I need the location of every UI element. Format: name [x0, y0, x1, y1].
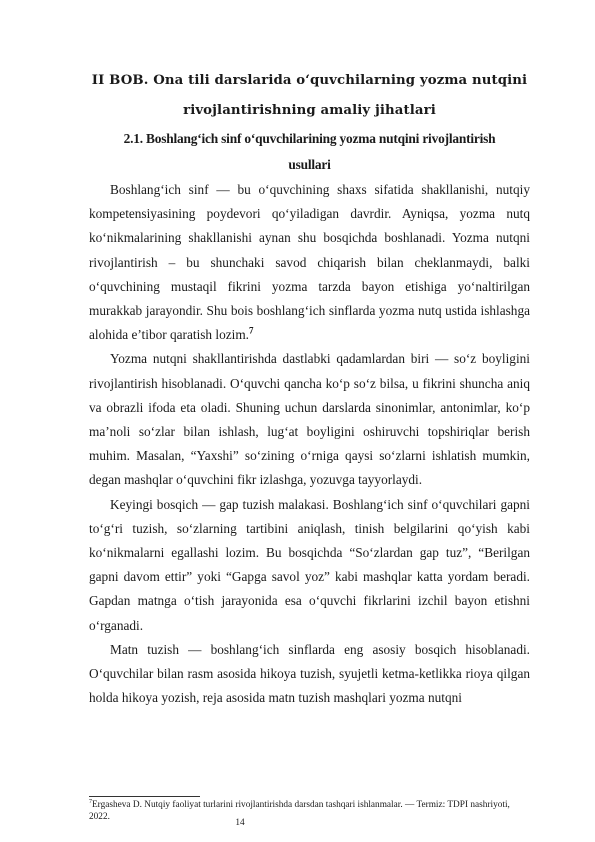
footnote-divider — [89, 796, 200, 797]
paragraph-4: Matn tuzish — boshlang‘ich sinflarda eng asosiy bosqich hisoblanadi. O‘quvchilar bilan rasm asosida hikoya tuzish, syujetli ketma-ketlikka rioya qilgan holda hikoya yozish, reja asosida matn tuzish mashqlari yozma nutqni — [89, 641, 530, 706]
paragraph-3: Keyingi bosqich — gap tuzish malakasi. Boshlang‘ich sinf o‘quvchilari gapni to‘g‘ri tuzish, so‘zlarning tartibini aniqlash, tinish belgilarini qo‘yish kabi ko‘nikmalarni egallashi lozim. Bu bosqichda “So‘zlardan gap tuz”, “Berilgan gapni davom ettir” yoki “Gapga savol yoz” kabi mashqlar katta yordam beradi. Gapdan matnga o‘tish jarayonida esa o‘quvchi fikrlarini izchil bayon etishni o‘rganadi. — [89, 496, 530, 633]
footnote-marker: 7 — [89, 798, 92, 805]
page-number: 14 — [235, 818, 245, 828]
paragraph-1-text: Boshlang‘ich sinf — bu o‘quvchining shaxs sifatida shakllanishi, nutqiy kompetensiyasining poydevori qo‘yiladigan davrdir. Ayniqsa, yozma nutq ko‘nikmalarining shakllanishi aynan shu bosqichda boshlanadi. Yozma nutqni rivojlantirish – bu shunchaki savod chiqarish bilan cheklanmaydi, balki o‘quvchining mustaqil fikrini yozma tarzda bayon etishiga yo‘naltirilgan murakkab jarayondir. Shu bois boshlang‘ich sinflarda yozma nutq ustida ishlashga alohida e’tibor qaratish lozim. — [89, 182, 530, 343]
chapter-title-line-2: rivojlantirishning amaliy jihatlari — [183, 103, 436, 118]
paragraph-1 — [89, 178, 530, 347]
section-title-line-1: 2.1. Boshlang‘ich sinf o‘quvchilarining yozma nutqini rivojlantirish — [123, 131, 496, 146]
section-title-line-2: usullari — [288, 157, 331, 172]
paragraph-2: Yozma nutqni shakllantirishda dastlabki qadamlardan biri — so‘z boyligini rivojlantirish hisoblanadi. O‘quvchi qancha ko‘p so‘z bilsa, u fikrini shuncha aniq va obrazli ifoda eta oladi. Shuning uchun darslarda sinonimlar, antonimlar, ko‘p ma’noli so‘zlar bilan ishlash, lug‘at boyligini oshiruvchi topshiriqlar berish muhim. Masalan, “Yaxshi” so‘zining o‘rniga qaysi so‘zlarni ishlatish mumkin, degan mashqlar o‘quvchini fikr izlashga, yozuvga tayyorlaydi. — [89, 351, 530, 488]
chapter-title-line-1: II BOB. Ona tili darslarida o‘quvchilarning yozma nutqini — [91, 73, 528, 88]
footnote-text: Ergasheva D. Nutqiy faoliyat turlarini rivojlantirishda darsdan tashqari ishlanmalar. — Termiz: TDPI nashriyoti, 2022. — [89, 800, 510, 822]
footnote-reference[interactable]: 7 — [249, 325, 254, 336]
page-content — [89, 66, 530, 710]
